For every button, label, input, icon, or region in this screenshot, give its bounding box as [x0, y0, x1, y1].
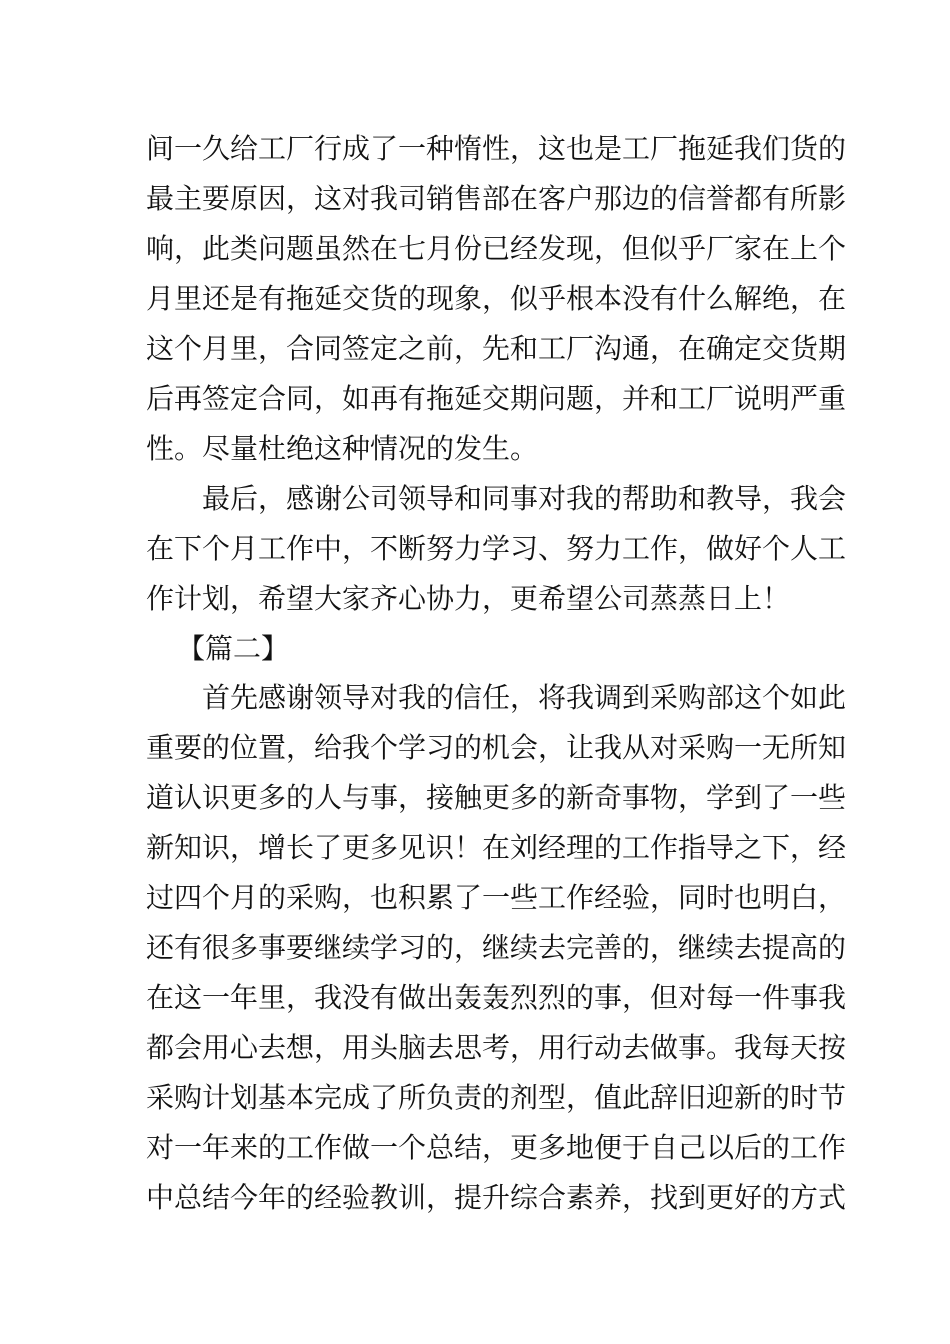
- paragraph-line: 中总结今年的经验教训，提升综合素养，找到更好的方式: [146, 1181, 847, 1214]
- paragraph-line: 后再签定合同，如再有拖延交期问题，并和工厂说明严重: [146, 382, 847, 415]
- paragraph-line: 作计划，希望大家齐心协力，更希望公司蒸蒸日上！: [146, 582, 791, 615]
- paragraph-line: 在下个月工作中，不断努力学习、努力工作，做好个人工: [146, 532, 847, 565]
- paragraph-line: 月里还是有拖延交货的现象，似乎根本没有什么解绝，在: [146, 282, 847, 315]
- paragraph-line: 最后，感谢公司领导和同事对我的帮助和教导，我会: [202, 482, 847, 515]
- paragraph-line: 间一久给工厂行成了一种惰性，这也是工厂拖延我们货的: [146, 132, 847, 165]
- paragraph-line: 首先感谢领导对我的信任，将我调到采购部这个如此: [202, 681, 847, 714]
- paragraph-line: 道认识更多的人与事，接触更多的新奇事物，学到了一些: [146, 781, 847, 814]
- paragraph-line: 都会用心去想，用头脑去思考，用行动去做事。我每天按: [146, 1031, 847, 1064]
- paragraph-line: 性。尽量杜绝这种情况的发生。: [146, 432, 539, 465]
- paragraph-line: 采购计划基本完成了所负责的剂型，值此辞旧迎新的时节: [146, 1081, 847, 1114]
- paragraph-line: 重要的位置，给我个学习的机会，让我从对采购一无所知: [146, 731, 847, 764]
- paragraph-line: 对一年来的工作做一个总结，更多地便于自己以后的工作: [146, 1131, 847, 1164]
- paragraph-line: 新知识，增长了更多见识！在刘经理的工作指导之下，经: [146, 831, 847, 864]
- paragraph-line: 还有很多事要继续学习的，继续去完善的，继续去提高的: [146, 931, 847, 964]
- paragraph-line: 过四个月的采购，也积累了一些工作经验，同时也明白，: [146, 881, 847, 914]
- paragraph-line: 这个月里，合同签定之前，先和工厂沟通，在确定交货期: [146, 332, 847, 365]
- section-heading: 【篇二】: [177, 632, 290, 665]
- paragraph-line: 最主要原因，这对我司销售部在客户那边的信誉都有所影: [146, 182, 847, 215]
- paragraph-line: 响，此类问题虽然在七月份已经发现，但似乎厂家在上个: [146, 232, 847, 265]
- paragraph-line: 在这一年里，我没有做出轰轰烈烈的事，但对每一件事我: [146, 981, 847, 1014]
